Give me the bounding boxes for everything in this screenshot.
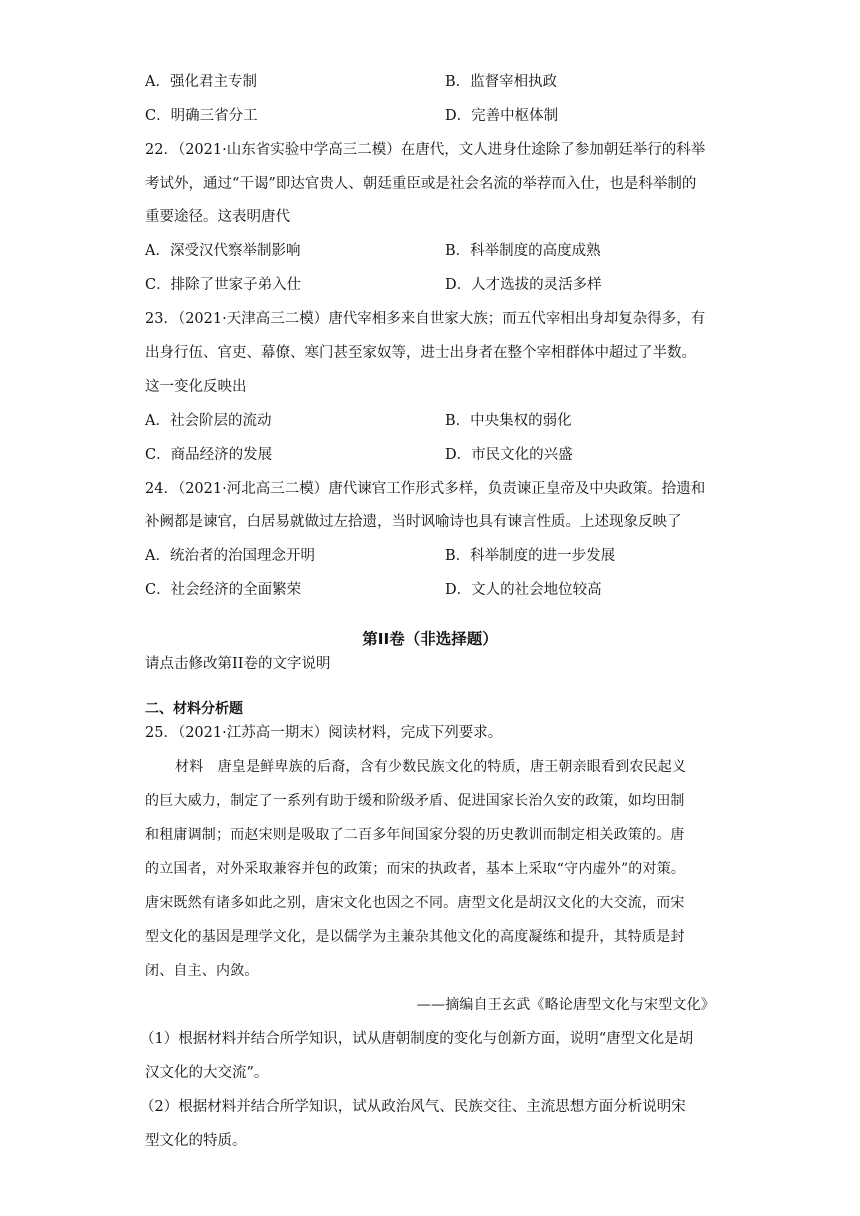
q23-stem-line-3: 这一变化反映出 xyxy=(145,379,247,395)
q25-source: ——摘编自王玄武《略论唐型文化与宋型文化》 xyxy=(416,997,715,1013)
q22-stem-line-2: 考试外，通过“干谒”即达官贵人、朝廷重臣或是社会名流的举荐而入仕，也是科举制的 xyxy=(145,176,697,192)
q21-option-d[interactable]: D．完善中枢体制 xyxy=(445,108,559,124)
q25-material-line-5: 唐宋既然有诸多如此之别，唐宋文化也因之不同。唐型文化是胡汉文化的大交流，而宋 xyxy=(145,895,685,911)
q22-option-c[interactable]: C．排除了世家子弟入仕 xyxy=(145,277,302,293)
q22-option-a[interactable]: A．深受汉代察举制影响 xyxy=(145,243,301,259)
q25-intro: 25．（2021·江苏高一期末）阅读材料，完成下列要求。 xyxy=(145,725,503,741)
q25-sub1-line-1: （1）根据材料并结合所学知识，试从唐朝制度的变化与创新方面，说明“唐型文化是胡 xyxy=(140,1031,694,1047)
q25-sub2-line-2: 型文化的特质。 xyxy=(145,1133,247,1149)
q24-option-d[interactable]: D．文人的社会地位较高 xyxy=(445,582,602,598)
q25-sub2-line-1: （2）根据材料并结合所学知识，试从政治风气、民族交往、主流思想方面分析说明宋 xyxy=(140,1099,686,1115)
q23-option-b[interactable]: B．中央集权的弱化 xyxy=(445,413,572,429)
q24-option-a[interactable]: A．统治者的治国理念开明 xyxy=(145,548,315,564)
q23-option-a[interactable]: A．社会阶层的流动 xyxy=(145,413,272,429)
q24-option-b[interactable]: B．科举制度的进一步发展 xyxy=(445,548,616,564)
q25-sub1-line-2: 汉文化的大交流”。 xyxy=(145,1065,269,1081)
q21-option-b[interactable]: B．监督宰相执政 xyxy=(445,74,558,90)
part2-note[interactable]: 请点击修改第II卷的文字说明 xyxy=(145,656,331,672)
q22-option-d[interactable]: D．人才选拔的灵活多样 xyxy=(445,277,602,293)
q24-stem-line-1: 24．（2021·河北高三二模）唐代谏官工作形式多样，负责谏正皇帝及中央政策。拾遗和 xyxy=(145,481,706,497)
q21-option-a[interactable]: A．强化君主专制 xyxy=(145,74,257,90)
q23-option-c[interactable]: C．商品经济的发展 xyxy=(145,447,273,463)
q22-stem-line-1: 22．（2021·山东省实验中学高三二模）在唐代，文人进身仕途除了参加朝廷举行的科举 xyxy=(145,142,706,158)
q25-material-line-4: 的立国者，对外采取兼容并包的政策；而宋的执政者，基本上采取“守内虚外”的对策。 xyxy=(145,861,686,877)
q23-option-d[interactable]: D．市民文化的兴盛 xyxy=(445,447,573,463)
q25-material-line-7: 闭、自主、内敛。 xyxy=(145,963,259,979)
q24-stem-line-2: 补阙都是谏官，白居易就做过左拾遗，当时讽喻诗也具有谏言性质。上述现象反映了 xyxy=(145,514,682,530)
q22-option-b[interactable]: B．科举制度的高度成熟 xyxy=(445,243,601,259)
part2-title: 第II卷（非选择题） xyxy=(362,630,498,648)
q21-option-c[interactable]: C．明确三省分工 xyxy=(145,108,258,124)
q24-option-c[interactable]: C．社会经济的全面繁荣 xyxy=(145,582,302,598)
q25-material-line-6: 型文化的基因是理学文化，是以儒学为主兼杂其他文化的高度凝练和提升，其特质是封 xyxy=(145,929,685,945)
q25-material-line-3: 和租庸调制；而赵宋则是吸取了二百多年间国家分裂的历史教训而制定相关政策的。唐 xyxy=(145,827,685,843)
q25-material-line-2: 的巨大威力，制定了一系列有助于缓和阶级矛盾、促进国家长治久安的政策，如均田制 xyxy=(145,793,685,809)
q23-stem-line-1: 23．（2021·天津高三二模）唐代宰相多来自世家大族；而五代宰相出身却复杂得多，有 xyxy=(145,311,706,327)
q25-material-line-1: 材料 唐皇是鲜卑族的后裔，含有少数民族文化的特质，唐王朝亲眼看到农民起义 xyxy=(175,759,687,775)
section-heading: 二、材料分析题 xyxy=(145,701,243,717)
q23-stem-line-2: 出身行伍、官吏、幕僚、寒门甚至家奴等，进士出身者在整个宰相群体中超过了半数。 xyxy=(145,345,696,361)
q22-stem-line-3: 重要途径。这表明唐代 xyxy=(145,209,290,225)
